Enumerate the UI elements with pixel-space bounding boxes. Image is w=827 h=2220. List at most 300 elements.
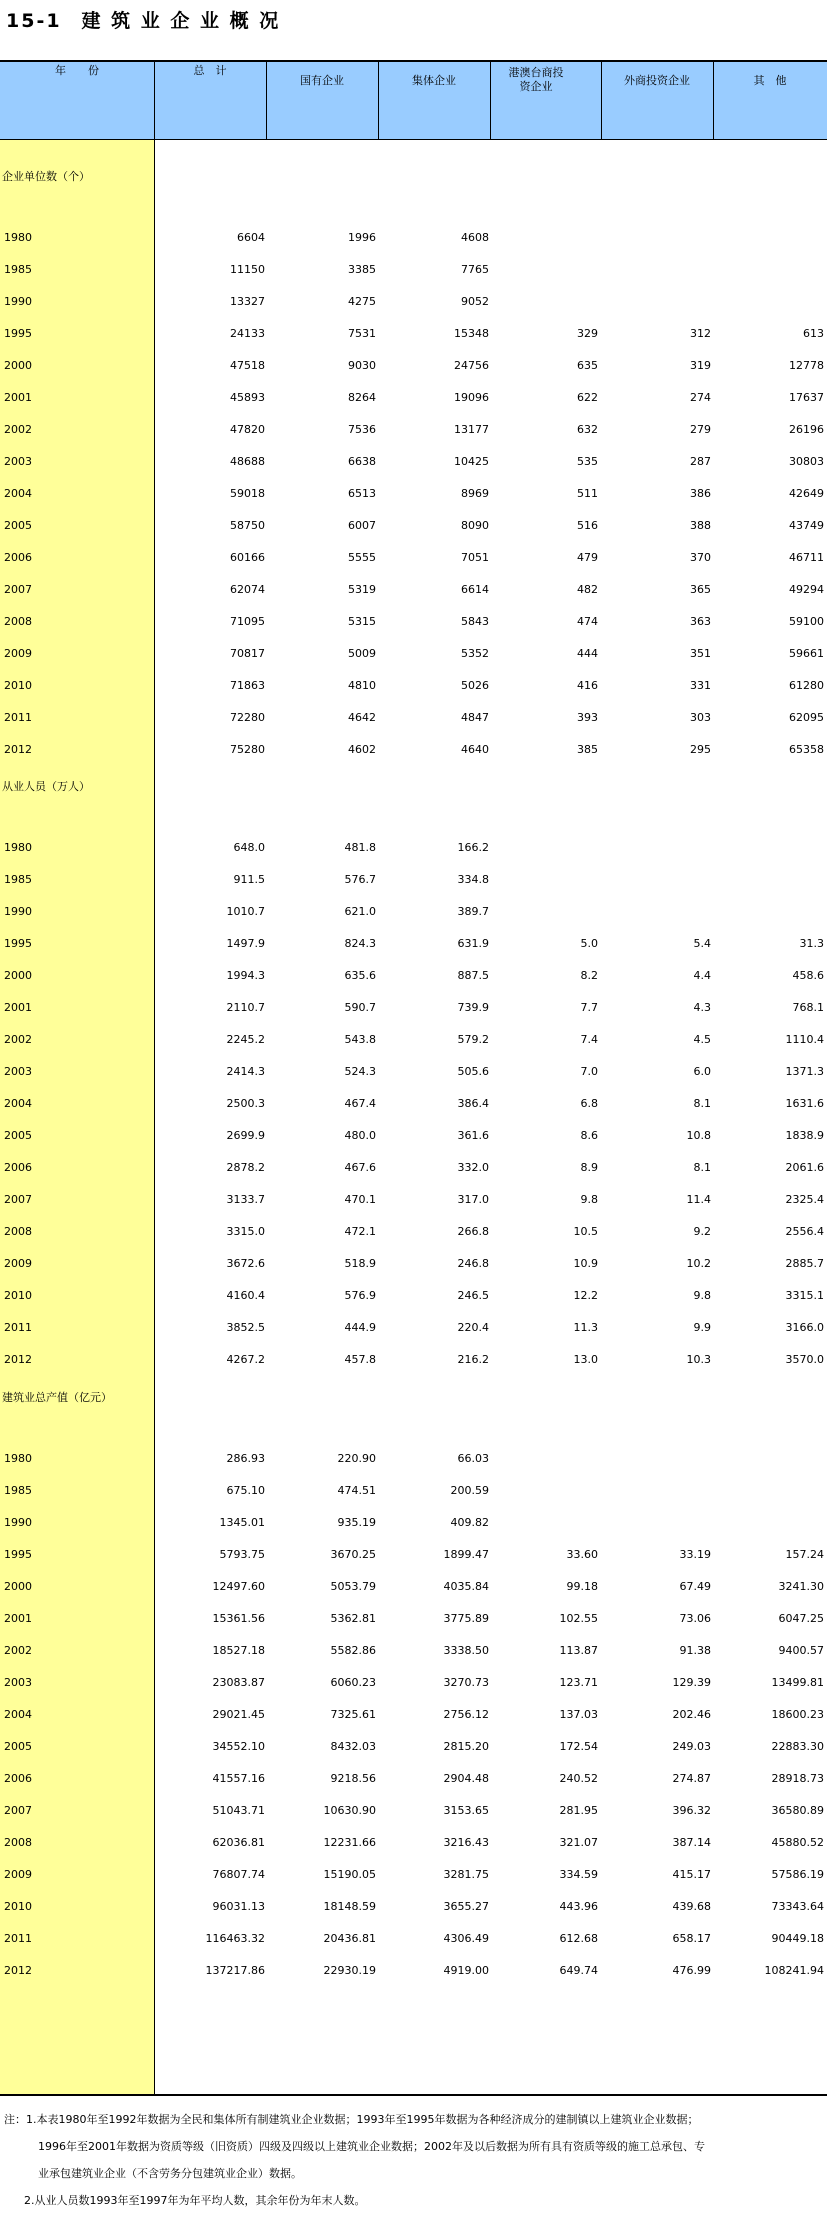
collective-cell: 220.4: [457, 1321, 489, 1334]
year-cell: 1985: [4, 1484, 32, 1497]
collective-cell: 2904.48: [443, 1772, 489, 1785]
table-row: [0, 1222, 827, 1242]
table-row: [0, 1318, 827, 1338]
year-cell: 2009: [4, 1257, 32, 1270]
year-cell: 2011: [4, 1932, 32, 1945]
other-cell: 28918.73: [771, 1772, 824, 1785]
other-cell: 13499.81: [771, 1676, 824, 1689]
other-cell: 59661: [789, 647, 824, 660]
year-cell: 2002: [4, 423, 32, 436]
year-cell: 2006: [4, 1772, 32, 1785]
year-cell: 2010: [4, 679, 32, 692]
total-cell: 286.93: [226, 1452, 265, 1465]
foreign-cell: 9.9: [693, 1321, 711, 1334]
table-row: [0, 228, 827, 248]
state-cell: 5555: [348, 551, 376, 564]
notes: [4, 2106, 819, 2214]
other-cell: 22883.30: [771, 1740, 824, 1753]
total-cell: 2699.9: [226, 1129, 265, 1142]
hkmt-cell: 240.52: [559, 1772, 598, 1785]
collective-cell: 3338.50: [443, 1644, 489, 1657]
other-cell: 59100: [789, 615, 824, 628]
other-cell: 1631.6: [785, 1097, 824, 1110]
hkmt-cell: 172.54: [559, 1740, 598, 1753]
note-line-4: 2.从业人员数1993年至1997年为年平均人数，其余年份为年末人数。: [24, 2194, 366, 2207]
foreign-cell: 295: [690, 743, 711, 756]
year-cell: 2001: [4, 1001, 32, 1014]
total-cell: 47518: [230, 359, 265, 372]
table-row: [0, 870, 827, 890]
table-row: [0, 484, 827, 504]
table-row: [0, 1673, 827, 1693]
table-row: [0, 998, 827, 1018]
table-row: [0, 356, 827, 376]
collective-cell: 3775.89: [443, 1612, 489, 1625]
total-cell: 2110.7: [226, 1001, 265, 1014]
state-cell: 472.1: [344, 1225, 376, 1238]
hkmt-cell: 622: [577, 391, 598, 404]
collective-cell: 3281.75: [443, 1868, 489, 1881]
state-cell: 524.3: [344, 1065, 376, 1078]
total-cell: 41557.16: [212, 1772, 265, 1785]
year-cell: 1985: [4, 263, 32, 276]
table-row: [0, 1641, 827, 1661]
foreign-cell: 476.99: [672, 1964, 711, 1977]
year-cell: 2006: [4, 1161, 32, 1174]
state-cell: 3385: [348, 263, 376, 276]
collective-cell: 739.9: [457, 1001, 489, 1014]
collective-cell: 13177: [454, 423, 489, 436]
collective-cell: 15348: [454, 327, 489, 340]
other-cell: 45880.52: [771, 1836, 824, 1849]
table-row: [0, 260, 827, 280]
total-cell: 1497.9: [226, 937, 265, 950]
year-cell: 2003: [4, 1065, 32, 1078]
hkmt-cell: 33.60: [566, 1548, 598, 1561]
other-cell: 1110.4: [785, 1033, 824, 1046]
total-cell: 72280: [230, 711, 265, 724]
state-cell: 444.9: [344, 1321, 376, 1334]
other-cell: 3241.30: [778, 1580, 824, 1593]
total-cell: 1994.3: [226, 969, 265, 982]
year-cell: 2008: [4, 1225, 32, 1238]
foreign-cell: 351: [690, 647, 711, 660]
collective-cell: 5352: [461, 647, 489, 660]
foreign-cell: 10.8: [686, 1129, 711, 1142]
state-cell: 621.0: [344, 905, 376, 918]
year-cell: 2012: [4, 743, 32, 756]
table-row: [0, 966, 827, 986]
state-cell: 5319: [348, 583, 376, 596]
other-cell: 1371.3: [785, 1065, 824, 1078]
collective-cell: 3153.65: [443, 1804, 489, 1817]
year-cell: 2007: [4, 1804, 32, 1817]
hkmt-cell: 13.0: [573, 1353, 598, 1366]
year-cell: 1990: [4, 295, 32, 308]
year-cell: 2005: [4, 1740, 32, 1753]
total-cell: 70817: [230, 647, 265, 660]
total-cell: 675.10: [226, 1484, 265, 1497]
collective-cell: 334.8: [457, 873, 489, 886]
total-cell: 62036.81: [212, 1836, 265, 1849]
year-cell: 2007: [4, 1193, 32, 1206]
other-cell: 2325.4: [785, 1193, 824, 1206]
collective-cell: 3270.73: [443, 1676, 489, 1689]
collective-cell: 8090: [461, 519, 489, 532]
foreign-cell: 274: [690, 391, 711, 404]
other-cell: 90449.18: [771, 1932, 824, 1945]
collective-cell: 332.0: [457, 1161, 489, 1174]
state-cell: 3670.25: [330, 1548, 376, 1561]
total-cell: 911.5: [233, 873, 265, 886]
state-cell: 6060.23: [330, 1676, 376, 1689]
total-cell: 5793.75: [219, 1548, 265, 1561]
hkmt-cell: 10.9: [573, 1257, 598, 1270]
table-row: [0, 1865, 827, 1885]
collective-cell: 7051: [461, 551, 489, 564]
table-row: [0, 1961, 827, 1981]
collective-cell: 3655.27: [443, 1900, 489, 1913]
state-cell: 12231.66: [323, 1836, 376, 1849]
total-cell: 51043.71: [212, 1804, 265, 1817]
other-cell: 42649: [789, 487, 824, 500]
table-row: [0, 934, 827, 954]
hkmt-cell: 474: [577, 615, 598, 628]
table-row: [0, 388, 827, 408]
note-line-1: 注：1.本表1980年至1992年数据为全民和集体所有制建筑业企业数据；1993年至1995年数据为各种经济成分的建制镇以上建筑业企业数据；: [4, 2113, 699, 2126]
state-cell: 6638: [348, 455, 376, 468]
year-cell: 2001: [4, 391, 32, 404]
state-cell: 481.8: [344, 841, 376, 854]
hkmt-cell: 10.5: [573, 1225, 598, 1238]
state-cell: 576.9: [344, 1289, 376, 1302]
total-cell: 13327: [230, 295, 265, 308]
collective-cell: 409.82: [450, 1516, 489, 1529]
collective-cell: 246.8: [457, 1257, 489, 1270]
section-label: 企业单位数（个）: [2, 170, 90, 183]
state-cell: 15190.05: [323, 1868, 376, 1881]
state-cell: 8432.03: [330, 1740, 376, 1753]
foreign-cell: 386: [690, 487, 711, 500]
state-cell: 6007: [348, 519, 376, 532]
header-other: 其 他: [753, 74, 787, 87]
state-cell: 7325.61: [330, 1708, 376, 1721]
year-cell: 2005: [4, 1129, 32, 1142]
other-cell: 2885.7: [785, 1257, 824, 1270]
state-cell: 824.3: [344, 937, 376, 950]
state-cell: 9218.56: [330, 1772, 376, 1785]
hkmt-cell: 6.8: [580, 1097, 598, 1110]
hkmt-cell: 12.2: [573, 1289, 598, 1302]
other-cell: 31.3: [799, 937, 824, 950]
other-cell: 6047.25: [778, 1612, 824, 1625]
state-cell: 22930.19: [323, 1964, 376, 1977]
other-cell: 30803: [789, 455, 824, 468]
foreign-cell: 331: [690, 679, 711, 692]
hkmt-cell: 444: [577, 647, 598, 660]
collective-cell: 6614: [461, 583, 489, 596]
collective-cell: 7765: [461, 263, 489, 276]
year-cell: 2004: [4, 487, 32, 500]
hkmt-cell: 8.9: [580, 1161, 598, 1174]
section-label: 建筑业总产值（亿元）: [2, 1391, 112, 1404]
table-row: [0, 1030, 827, 1050]
other-cell: 65358: [789, 743, 824, 756]
header-hkmt-invested: 港澳台商投资企业: [508, 66, 564, 93]
note-line-2: 1996年至2001年数据为资质等级（旧资质）四级及四级以上建筑业企业数据；2002年及以后数据为所有具有资质等级的施工总承包、专: [38, 2140, 705, 2153]
table-title-text: 建 筑 业 企 业 概 况: [81, 10, 281, 32]
hkmt-cell: 11.3: [573, 1321, 598, 1334]
collective-cell: 19096: [454, 391, 489, 404]
total-cell: 3133.7: [226, 1193, 265, 1206]
collective-cell: 361.6: [457, 1129, 489, 1142]
table-row: [0, 1190, 827, 1210]
collective-cell: 1899.47: [443, 1548, 489, 1561]
state-cell: 470.1: [344, 1193, 376, 1206]
foreign-cell: 274.87: [672, 1772, 711, 1785]
table-number: 15-1: [6, 10, 62, 32]
collective-cell: 4035.84: [443, 1580, 489, 1593]
state-cell: 9030: [348, 359, 376, 372]
table-row: [0, 324, 827, 344]
table-row: [0, 708, 827, 728]
hkmt-cell: 99.18: [566, 1580, 598, 1593]
table-row: [0, 1126, 827, 1146]
header-divider-4: [601, 62, 602, 139]
table-row: [0, 1705, 827, 1725]
other-cell: 36580.89: [771, 1804, 824, 1817]
hkmt-cell: 632: [577, 423, 598, 436]
total-cell: 23083.87: [212, 1676, 265, 1689]
total-cell: 15361.56: [212, 1612, 265, 1625]
header-total: 总 计: [193, 64, 227, 77]
header-divider-2: [378, 62, 379, 139]
hkmt-cell: 113.87: [559, 1644, 598, 1657]
hkmt-cell: 511: [577, 487, 598, 500]
total-cell: 11150: [230, 263, 265, 276]
foreign-cell: 370: [690, 551, 711, 564]
table-row: [0, 420, 827, 440]
total-cell: 6604: [237, 231, 265, 244]
table-row: [0, 1094, 827, 1114]
state-cell: 8264: [348, 391, 376, 404]
foreign-cell: 365: [690, 583, 711, 596]
total-cell: 96031.13: [212, 1900, 265, 1913]
header-foreign-invested: 外商投资企业: [624, 74, 690, 87]
total-cell: 3315.0: [226, 1225, 265, 1238]
other-cell: 2061.6: [785, 1161, 824, 1174]
year-cell: 2012: [4, 1964, 32, 1977]
header-divider-5: [713, 62, 714, 139]
other-cell: 3315.1: [785, 1289, 824, 1302]
state-cell: 5053.79: [330, 1580, 376, 1593]
collective-cell: 66.03: [457, 1452, 489, 1465]
year-cell: 2000: [4, 1580, 32, 1593]
year-cell: 1980: [4, 1452, 32, 1465]
table-row: [0, 1158, 827, 1178]
hkmt-cell: 385: [577, 743, 598, 756]
collective-cell: 317.0: [457, 1193, 489, 1206]
other-cell: 12778: [789, 359, 824, 372]
table-row: [0, 548, 827, 568]
year-cell: 2003: [4, 455, 32, 468]
table-header: [0, 62, 827, 140]
foreign-cell: 249.03: [672, 1740, 711, 1753]
total-cell: 12497.60: [212, 1580, 265, 1593]
hkmt-cell: 137.03: [559, 1708, 598, 1721]
table-row: [0, 838, 827, 858]
section-label: 从业人员（万人）: [2, 780, 90, 793]
year-cell: 2005: [4, 519, 32, 532]
state-cell: 480.0: [344, 1129, 376, 1142]
year-cell: 1980: [4, 231, 32, 244]
total-cell: 60166: [230, 551, 265, 564]
table-row: [0, 1897, 827, 1917]
other-cell: 46711: [789, 551, 824, 564]
foreign-cell: 287: [690, 455, 711, 468]
state-cell: 457.8: [344, 1353, 376, 1366]
other-cell: 49294: [789, 583, 824, 596]
table-row: [0, 1577, 827, 1597]
table-row: [0, 612, 827, 632]
foreign-cell: 8.1: [693, 1097, 711, 1110]
year-cell: 2009: [4, 1868, 32, 1881]
hkmt-cell: 635: [577, 359, 598, 372]
hkmt-cell: 479: [577, 551, 598, 564]
total-cell: 45893: [230, 391, 265, 404]
hkmt-cell: 123.71: [559, 1676, 598, 1689]
collective-cell: 505.6: [457, 1065, 489, 1078]
foreign-cell: 303: [690, 711, 711, 724]
foreign-cell: 415.17: [672, 1868, 711, 1881]
total-cell: 2414.3: [226, 1065, 265, 1078]
other-cell: 9400.57: [778, 1644, 824, 1657]
table-row: [0, 1062, 827, 1082]
year-cell: 2002: [4, 1644, 32, 1657]
table-row: [0, 1254, 827, 1274]
collective-cell: 631.9: [457, 937, 489, 950]
table-row: [0, 1737, 827, 1757]
total-cell: 116463.32: [205, 1932, 265, 1945]
year-cell: 2008: [4, 1836, 32, 1849]
year-cell: 2008: [4, 615, 32, 628]
state-cell: 5315: [348, 615, 376, 628]
state-cell: 18148.59: [323, 1900, 376, 1913]
state-cell: 543.8: [344, 1033, 376, 1046]
state-cell: 518.9: [344, 1257, 376, 1270]
state-cell: 5362.81: [330, 1612, 376, 1625]
state-cell: 467.6: [344, 1161, 376, 1174]
hkmt-cell: 612.68: [559, 1932, 598, 1945]
collective-cell: 2815.20: [443, 1740, 489, 1753]
foreign-cell: 6.0: [693, 1065, 711, 1078]
year-cell: 2004: [4, 1097, 32, 1110]
year-cell: 1990: [4, 905, 32, 918]
foreign-cell: 10.2: [686, 1257, 711, 1270]
table-row: [0, 1609, 827, 1629]
header-collective: 集体企业: [412, 74, 456, 87]
state-cell: 635.6: [344, 969, 376, 982]
header-state-owned: 国有企业: [300, 74, 344, 87]
year-cell: 2011: [4, 1321, 32, 1334]
year-cell: 1995: [4, 1548, 32, 1561]
other-cell: 157.24: [785, 1548, 824, 1561]
state-cell: 935.19: [337, 1516, 376, 1529]
hkmt-cell: 416: [577, 679, 598, 692]
collective-cell: 24756: [454, 359, 489, 372]
total-cell: 47820: [230, 423, 265, 436]
other-cell: 768.1: [792, 1001, 824, 1014]
foreign-cell: 10.3: [686, 1353, 711, 1366]
header-year: 年 份: [55, 64, 99, 77]
other-cell: 458.6: [792, 969, 824, 982]
collective-cell: 10425: [454, 455, 489, 468]
foreign-cell: 91.38: [679, 1644, 711, 1657]
state-cell: 7531: [348, 327, 376, 340]
table-row: [0, 580, 827, 600]
collective-cell: 4608: [461, 231, 489, 244]
table-row: [0, 1929, 827, 1949]
state-cell: 4275: [348, 295, 376, 308]
hkmt-cell: 393: [577, 711, 598, 724]
foreign-cell: 387.14: [672, 1836, 711, 1849]
table-row: [0, 1513, 827, 1533]
other-cell: 18600.23: [771, 1708, 824, 1721]
year-cell: 2012: [4, 1353, 32, 1366]
state-cell: 5009: [348, 647, 376, 660]
collective-cell: 8969: [461, 487, 489, 500]
total-cell: 2500.3: [226, 1097, 265, 1110]
other-cell: 73343.64: [771, 1900, 824, 1913]
note-line-3: 业承包建筑业企业（不含劳务分包建筑业企业）数据。: [38, 2167, 302, 2180]
table-row: [0, 1286, 827, 1306]
state-cell: 10630.90: [323, 1804, 376, 1817]
hkmt-cell: 281.95: [559, 1804, 598, 1817]
state-cell: 5582.86: [330, 1644, 376, 1657]
table-row: [0, 292, 827, 312]
other-cell: 3166.0: [785, 1321, 824, 1334]
hkmt-cell: 7.7: [580, 1001, 598, 1014]
state-cell: 6513: [348, 487, 376, 500]
foreign-cell: 312: [690, 327, 711, 340]
total-cell: 3852.5: [226, 1321, 265, 1334]
other-cell: 3570.0: [785, 1353, 824, 1366]
state-cell: 4602: [348, 743, 376, 756]
state-cell: 4642: [348, 711, 376, 724]
collective-cell: 4919.00: [443, 1964, 489, 1977]
foreign-cell: 396.32: [672, 1804, 711, 1817]
state-cell: 474.51: [337, 1484, 376, 1497]
collective-cell: 266.8: [457, 1225, 489, 1238]
total-cell: 3672.6: [226, 1257, 265, 1270]
collective-cell: 2756.12: [443, 1708, 489, 1721]
state-cell: 20436.81: [323, 1932, 376, 1945]
other-cell: 26196: [789, 423, 824, 436]
table-row: [0, 452, 827, 472]
foreign-cell: 5.4: [693, 937, 711, 950]
table-title: [6, 6, 280, 33]
header-divider-1: [266, 62, 267, 139]
foreign-cell: 4.5: [693, 1033, 711, 1046]
year-cell: 1995: [4, 937, 32, 950]
hkmt-cell: 516: [577, 519, 598, 532]
year-cell: 1980: [4, 841, 32, 854]
table-row: [0, 1350, 827, 1370]
other-cell: 57586.19: [771, 1868, 824, 1881]
hkmt-cell: 482: [577, 583, 598, 596]
total-cell: 24133: [230, 327, 265, 340]
total-cell: 1345.01: [219, 1516, 265, 1529]
